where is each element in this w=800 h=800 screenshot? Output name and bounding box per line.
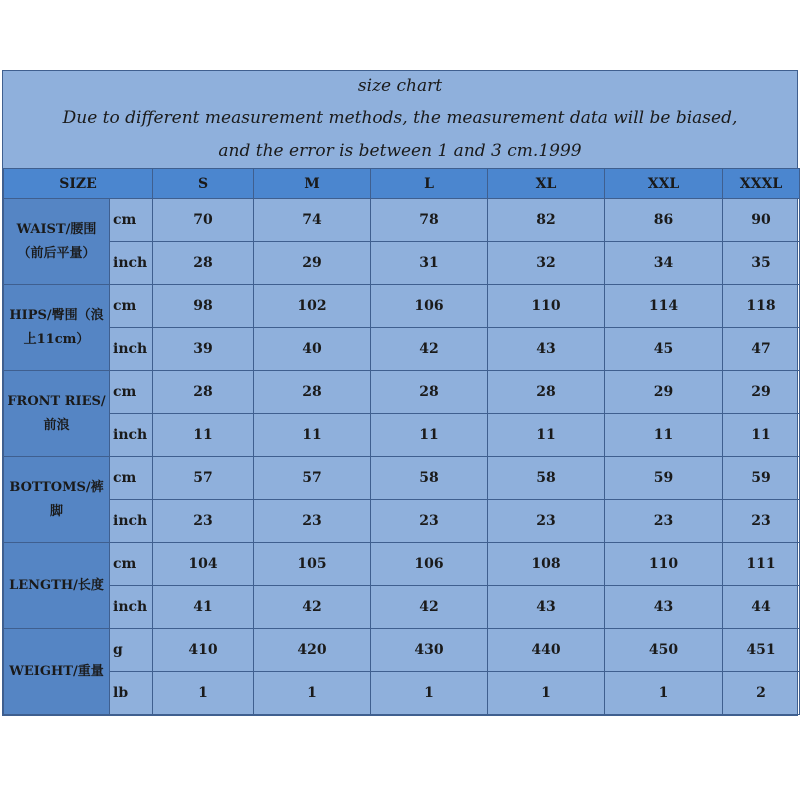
table-row bbox=[4, 543, 800, 586]
value-cell: 23 bbox=[488, 500, 605, 543]
value-cell: 58 bbox=[488, 457, 605, 500]
value-cell: 78 bbox=[371, 199, 488, 242]
value-cell: 29 bbox=[723, 371, 800, 414]
value-cell: 42 bbox=[254, 586, 371, 629]
table-row bbox=[4, 586, 800, 629]
value-cell: 410 bbox=[153, 629, 254, 672]
chart-title-block bbox=[3, 71, 797, 167]
chart-title: size chart bbox=[357, 76, 443, 96]
unit-cell: inch bbox=[110, 242, 153, 285]
unit-cell: cm bbox=[110, 199, 153, 242]
size-col-header: XXXL bbox=[723, 169, 800, 199]
value-cell: 104 bbox=[153, 543, 254, 586]
unit-cell: inch bbox=[110, 328, 153, 371]
value-cell: 28 bbox=[254, 371, 371, 414]
value-cell: 45 bbox=[605, 328, 723, 371]
table-row bbox=[4, 242, 800, 285]
table-row bbox=[4, 371, 800, 414]
unit-cell: lb bbox=[110, 672, 153, 715]
unit-cell: inch bbox=[110, 586, 153, 629]
value-cell: 28 bbox=[371, 371, 488, 414]
value-cell: 23 bbox=[371, 500, 488, 543]
value-cell: 450 bbox=[605, 629, 723, 672]
unit-cell: cm bbox=[110, 371, 153, 414]
value-cell: 42 bbox=[371, 586, 488, 629]
unit-cell: inch bbox=[110, 500, 153, 543]
value-cell: 57 bbox=[153, 457, 254, 500]
value-cell: 42 bbox=[371, 328, 488, 371]
size-header: SIZE bbox=[4, 169, 153, 199]
size-table bbox=[3, 168, 800, 715]
value-cell: 32 bbox=[488, 242, 605, 285]
value-cell: 110 bbox=[605, 543, 723, 586]
value-cell: 40 bbox=[254, 328, 371, 371]
value-cell: 28 bbox=[488, 371, 605, 414]
value-cell: 98 bbox=[153, 285, 254, 328]
value-cell: 59 bbox=[605, 457, 723, 500]
value-cell: 440 bbox=[488, 629, 605, 672]
value-cell: 11 bbox=[153, 414, 254, 457]
size-col-header: S bbox=[153, 169, 254, 199]
value-cell: 1 bbox=[153, 672, 254, 715]
value-cell: 1 bbox=[605, 672, 723, 715]
value-cell: 102 bbox=[254, 285, 371, 328]
value-cell: 47 bbox=[723, 328, 800, 371]
table-row bbox=[4, 500, 800, 543]
value-cell: 111 bbox=[723, 543, 800, 586]
value-cell: 44 bbox=[723, 586, 800, 629]
size-header-row bbox=[4, 169, 800, 199]
unit-cell: inch bbox=[110, 414, 153, 457]
value-cell: 451 bbox=[723, 629, 800, 672]
value-cell: 114 bbox=[605, 285, 723, 328]
value-cell: 43 bbox=[605, 586, 723, 629]
value-cell: 43 bbox=[488, 586, 605, 629]
table-row bbox=[4, 672, 800, 715]
value-cell: 90 bbox=[723, 199, 800, 242]
value-cell: 110 bbox=[488, 285, 605, 328]
value-cell: 11 bbox=[254, 414, 371, 457]
chart-note-line-1: Due to different measurement methods, the measurement data will be biased, bbox=[62, 108, 738, 128]
value-cell: 430 bbox=[371, 629, 488, 672]
value-cell: 420 bbox=[254, 629, 371, 672]
value-cell: 74 bbox=[254, 199, 371, 242]
unit-cell: cm bbox=[110, 457, 153, 500]
value-cell: 23 bbox=[605, 500, 723, 543]
size-col-header: XL bbox=[488, 169, 605, 199]
measurement-label: LENGTH/长度 bbox=[4, 543, 110, 629]
value-cell: 59 bbox=[723, 457, 800, 500]
value-cell: 43 bbox=[488, 328, 605, 371]
value-cell: 106 bbox=[371, 285, 488, 328]
value-cell: 11 bbox=[605, 414, 723, 457]
measurement-label: WEIGHT/重量 bbox=[4, 629, 110, 715]
value-cell: 11 bbox=[371, 414, 488, 457]
table-row bbox=[4, 414, 800, 457]
value-cell: 23 bbox=[254, 500, 371, 543]
chart-note-line-2: and the error is between 1 and 3 cm.1999 bbox=[218, 141, 582, 161]
table-row bbox=[4, 457, 800, 500]
value-cell: 11 bbox=[488, 414, 605, 457]
value-cell: 1 bbox=[488, 672, 605, 715]
value-cell: 106 bbox=[371, 543, 488, 586]
unit-cell: cm bbox=[110, 543, 153, 586]
value-cell: 31 bbox=[371, 242, 488, 285]
table-row bbox=[4, 629, 800, 672]
value-cell: 28 bbox=[153, 242, 254, 285]
measurement-label: WAIST/腰围（前后平量） bbox=[4, 199, 110, 285]
measurement-label: FRONT RIES/前浪 bbox=[4, 371, 110, 457]
value-cell: 34 bbox=[605, 242, 723, 285]
value-cell: 58 bbox=[371, 457, 488, 500]
value-cell: 2 bbox=[723, 672, 800, 715]
measurement-label: BOTTOMS/裤脚 bbox=[4, 457, 110, 543]
value-cell: 70 bbox=[153, 199, 254, 242]
unit-cell: cm bbox=[110, 285, 153, 328]
value-cell: 35 bbox=[723, 242, 800, 285]
value-cell: 29 bbox=[254, 242, 371, 285]
value-cell: 108 bbox=[488, 543, 605, 586]
measurement-label: HIPS/臀围（浪上11cm） bbox=[4, 285, 110, 371]
size-col-header: XXL bbox=[605, 169, 723, 199]
value-cell: 118 bbox=[723, 285, 800, 328]
value-cell: 1 bbox=[371, 672, 488, 715]
value-cell: 11 bbox=[723, 414, 800, 457]
value-cell: 23 bbox=[723, 500, 800, 543]
size-chart bbox=[2, 70, 798, 716]
table-row bbox=[4, 199, 800, 242]
value-cell: 1 bbox=[254, 672, 371, 715]
value-cell: 82 bbox=[488, 199, 605, 242]
size-col-header: L bbox=[371, 169, 488, 199]
value-cell: 39 bbox=[153, 328, 254, 371]
size-col-header: M bbox=[254, 169, 371, 199]
value-cell: 23 bbox=[153, 500, 254, 543]
unit-cell: g bbox=[110, 629, 153, 672]
value-cell: 86 bbox=[605, 199, 723, 242]
value-cell: 57 bbox=[254, 457, 371, 500]
value-cell: 41 bbox=[153, 586, 254, 629]
table-row bbox=[4, 285, 800, 328]
value-cell: 28 bbox=[153, 371, 254, 414]
value-cell: 105 bbox=[254, 543, 371, 586]
value-cell: 29 bbox=[605, 371, 723, 414]
table-row bbox=[4, 328, 800, 371]
